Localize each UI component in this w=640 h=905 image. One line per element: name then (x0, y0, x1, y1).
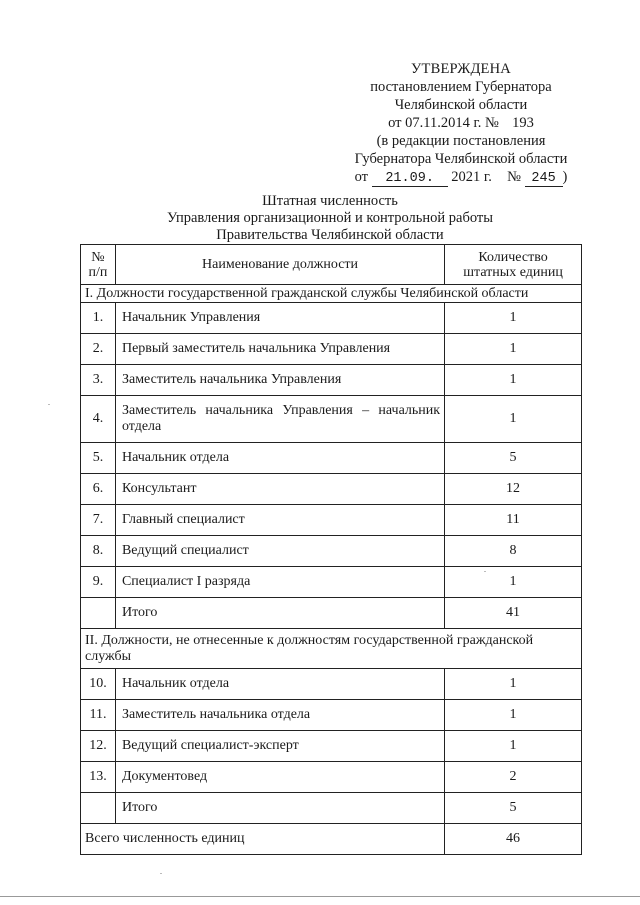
table-row (81, 303, 582, 334)
position-quantity: 8 (445, 536, 582, 567)
section-title-2: II. Должности, не отнесенные к должностям государственной гражданской службы (81, 629, 582, 669)
scan-speck (48, 404, 50, 405)
table-row (81, 731, 582, 762)
subtotal-value: 5 (445, 793, 582, 824)
table-row (81, 505, 582, 536)
row-number: 5. (81, 443, 116, 474)
position-quantity: 1 (445, 396, 582, 443)
row-number: 3. (81, 365, 116, 396)
row-number: 11. (81, 700, 116, 731)
section-row-2 (81, 629, 582, 669)
section-row-1 (81, 285, 582, 303)
position-name: Начальник отдела (115, 669, 444, 700)
grand-total-value: 46 (445, 824, 582, 855)
col-header-name: Наименование должности (115, 245, 444, 285)
position-quantity: 11 (445, 505, 582, 536)
subtotal-label: Итого (115, 793, 444, 824)
position-quantity: 12 (445, 474, 582, 505)
row-number: 13. (81, 762, 116, 793)
scan-speck (160, 873, 162, 874)
section-title-1: I. Должности государственной гражданской службы Челябинской области (81, 285, 582, 303)
position-quantity: 5 (445, 443, 582, 474)
position-name: Ведущий специалист (115, 536, 444, 567)
position-name: Заместитель начальника Управления – начальник отдела (115, 396, 444, 443)
col-header-quantity: Количество штатных единиц (445, 245, 582, 285)
grand-total-label: Всего численность единиц (81, 824, 445, 855)
position-quantity: 1 (445, 700, 582, 731)
approval-title: УТВЕРЖДЕНА (411, 61, 511, 77)
approval-from: от (354, 169, 369, 185)
row-number: 8. (81, 536, 116, 567)
table-row (81, 700, 582, 731)
approval-line-5: Губернатора Челябинской области (354, 151, 568, 167)
position-name: Первый заместитель начальника Управления (115, 334, 444, 365)
document-heading (80, 193, 580, 244)
heading-line-2: Управления организационной и контрольной работы (166, 210, 494, 226)
row-number: 9. (81, 567, 116, 598)
position-quantity: 1 (445, 669, 582, 700)
approval-line-4: (в редакции постановления (376, 133, 546, 149)
row-number: 2. (81, 334, 116, 365)
table-row (81, 365, 582, 396)
approval-number-original: 193 (512, 115, 534, 131)
position-quantity: 1 (445, 334, 582, 365)
position-quantity: 2 (445, 762, 582, 793)
table-row (81, 536, 582, 567)
approval-stamp (330, 60, 592, 187)
position-name: Документовед (115, 762, 444, 793)
approval-line-1: постановлением Губернатора (370, 79, 552, 95)
row-number: 7. (81, 505, 116, 536)
position-name: Заместитель начальника отдела (115, 700, 444, 731)
table-row (81, 669, 582, 700)
table-row (81, 567, 582, 598)
table-row (81, 334, 582, 365)
page-bottom-edge (0, 896, 640, 897)
row-number: 12. (81, 731, 116, 762)
position-quantity: 1 (445, 567, 582, 598)
amendment-number-sign: № (507, 169, 521, 185)
amendment-number: 245 (525, 171, 563, 187)
subtotal-value: 41 (445, 598, 582, 629)
subtotal-row-2 (81, 793, 582, 824)
approval-date-original: от 07.11.2014 г. № (388, 115, 499, 131)
approval-line-6 (330, 168, 592, 187)
grand-total-row (81, 824, 582, 855)
subtotal-label: Итого (115, 598, 444, 629)
row-number: 1. (81, 303, 116, 334)
position-name: Заместитель начальника Управления (115, 365, 444, 396)
row-number: 6. (81, 474, 116, 505)
amendment-year: 2021 г. (451, 169, 492, 185)
row-number: 4. (81, 396, 116, 443)
position-name: Ведущий специалист-эксперт (115, 731, 444, 762)
position-quantity: 1 (445, 365, 582, 396)
approval-line-2: Челябинской области (394, 97, 528, 113)
position-name: Главный специалист (115, 505, 444, 536)
position-name: Специалист I разряда (115, 567, 444, 598)
col-header-number: № п/п (81, 245, 116, 285)
scan-speck (484, 571, 486, 572)
table-row (81, 396, 582, 443)
position-quantity: 1 (445, 731, 582, 762)
table-row (81, 443, 582, 474)
approval-line-3 (330, 114, 592, 132)
amendment-close-paren: ) (562, 169, 568, 185)
table-row (81, 474, 582, 505)
position-name: Начальник Управления (115, 303, 444, 334)
heading-line-1: Штатная численность (262, 193, 398, 209)
amendment-date: 21.09. (372, 171, 448, 187)
position-name: Консультант (115, 474, 444, 505)
subtotal-row-1 (81, 598, 582, 629)
staff-table (80, 244, 582, 855)
position-name: Начальник отдела (115, 443, 444, 474)
position-quantity: 1 (445, 303, 582, 334)
table-header-row (81, 245, 582, 285)
table-row (81, 762, 582, 793)
row-number: 10. (81, 669, 116, 700)
heading-line-3: Правительства Челябинской области (216, 227, 444, 243)
